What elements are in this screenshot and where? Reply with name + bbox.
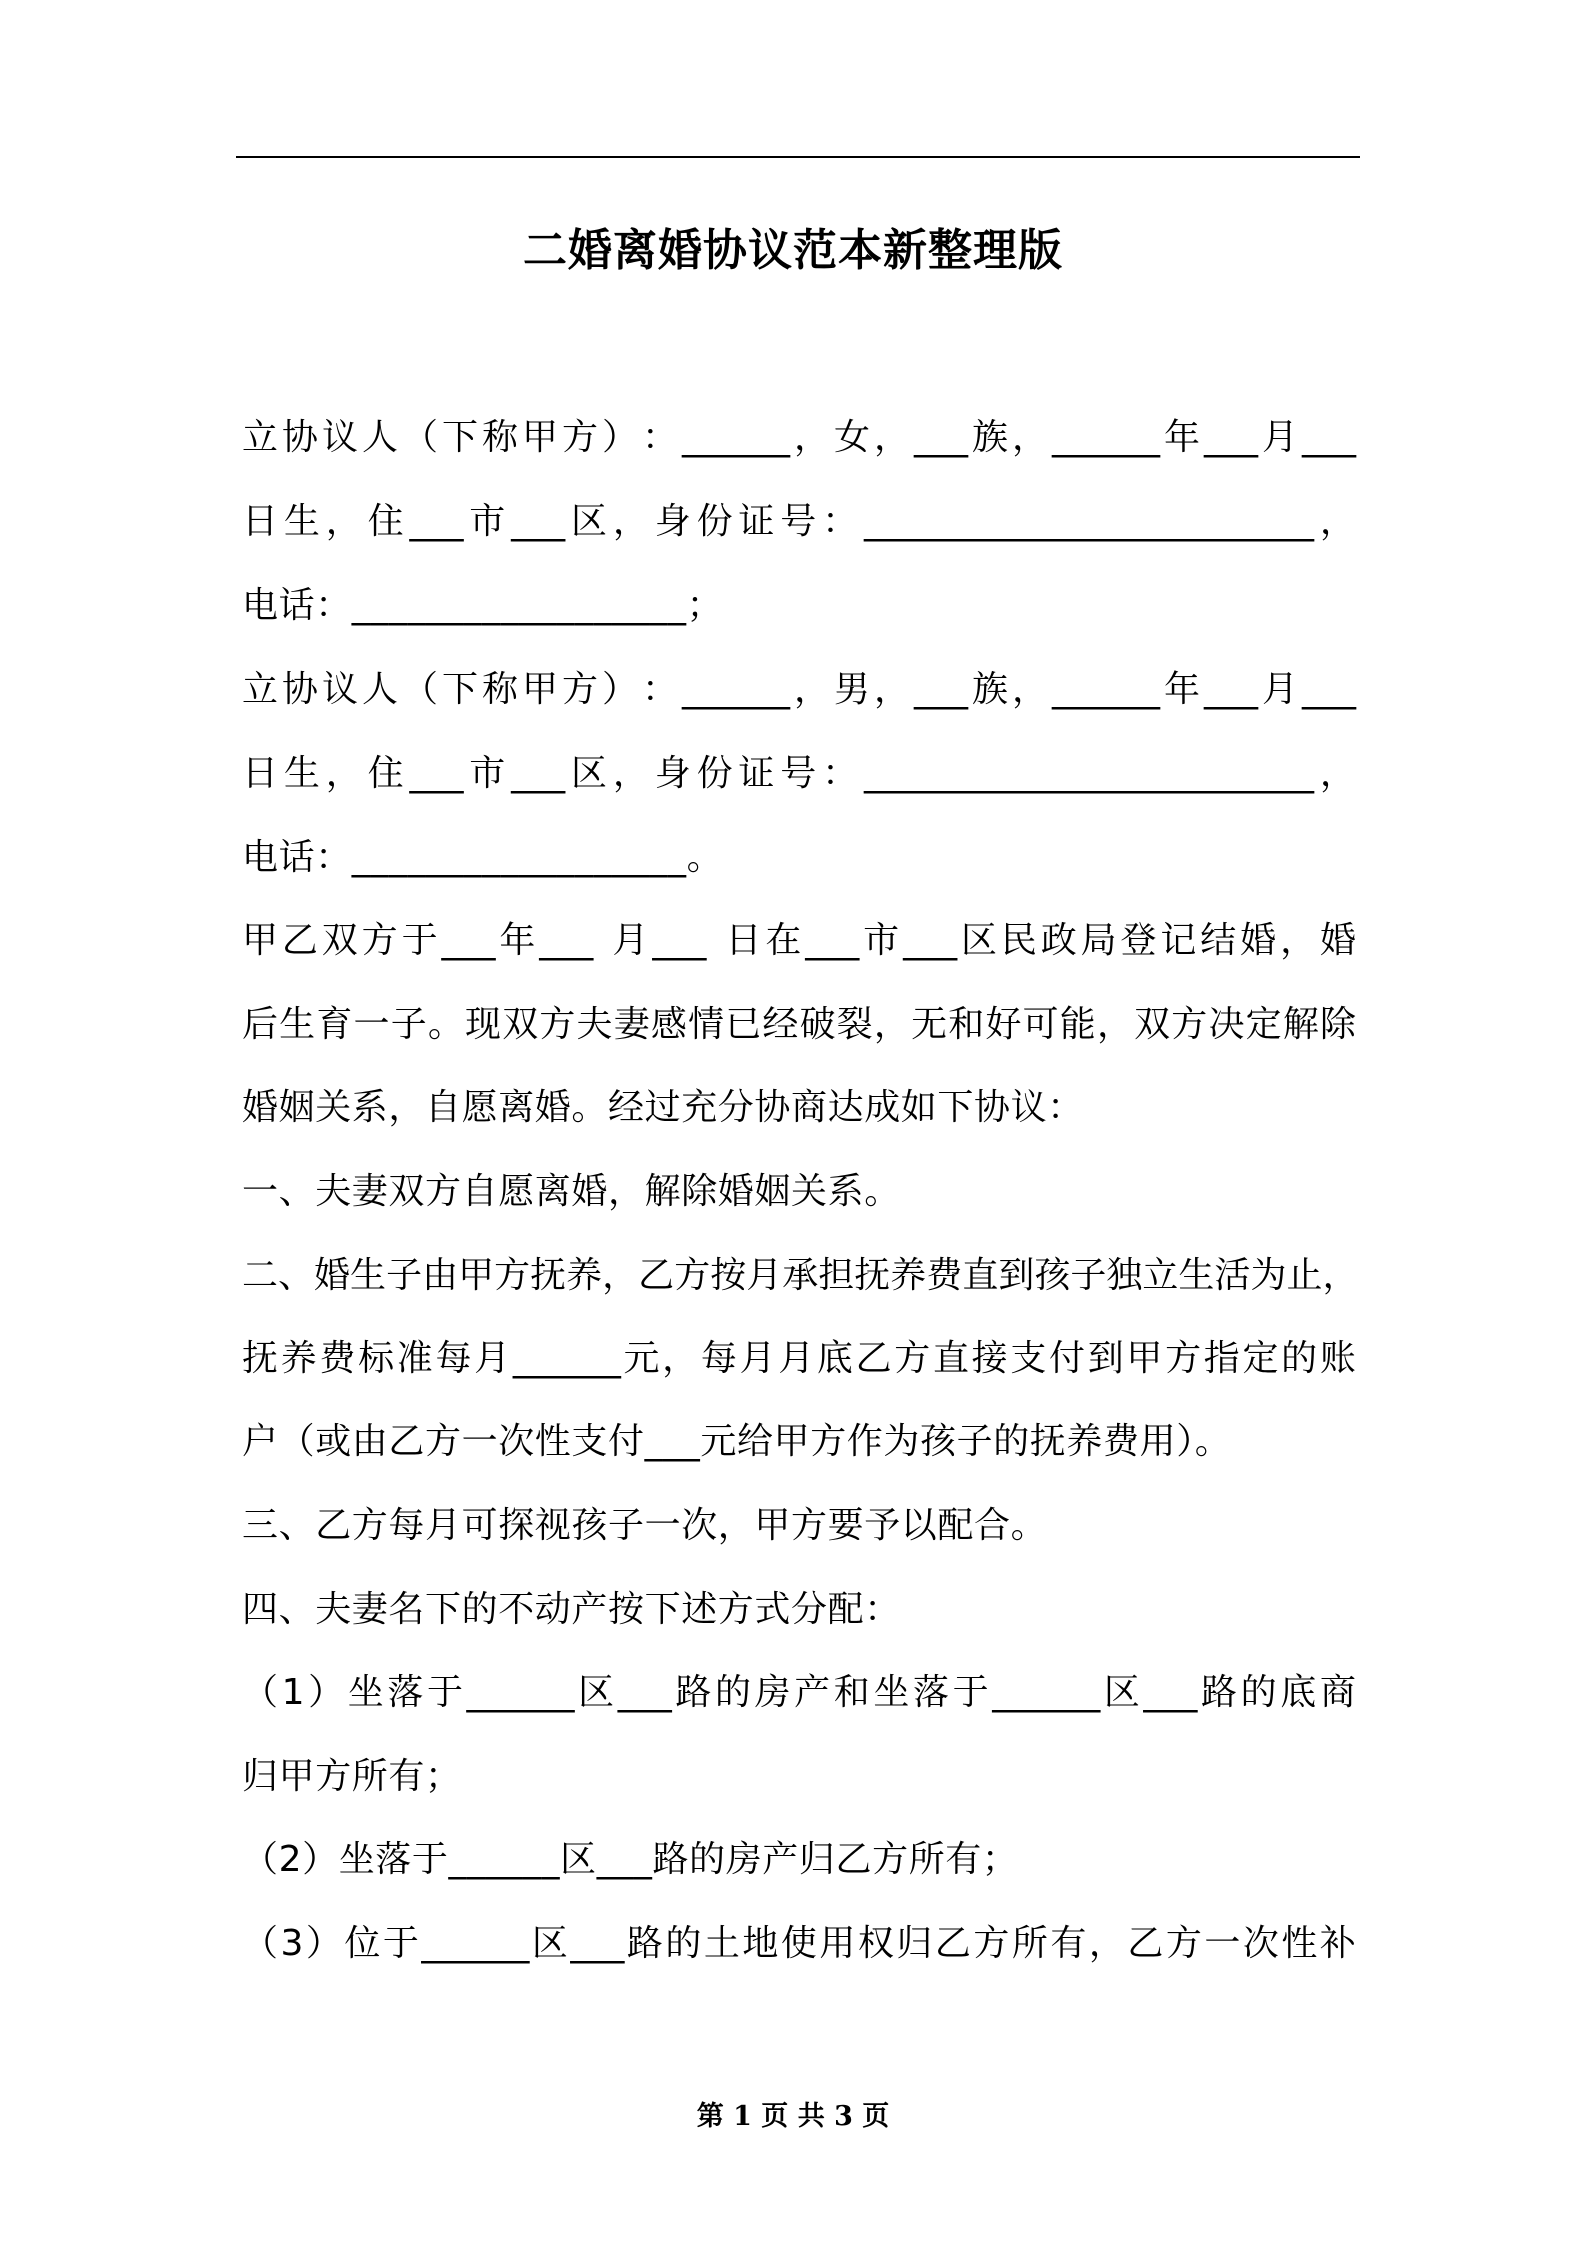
paragraph-line: 归甲方所有； — [242, 1756, 462, 1797]
paragraph-line: 二 、 婚 生 子 由 甲 方 抚 养 ， 乙 方 按 月 承 担 抚 养 费 直 到 孩 子 独 立 生 活 为 止 ， — [242, 1255, 1359, 1296]
paragraph-line: 户（或由乙方一次性支付___元给甲方作为孩子的抚养费用）。 — [242, 1421, 1232, 1462]
paragraph-line: 三、乙方每月可探视孩子一次，甲方要予以配合。 — [242, 1505, 1048, 1546]
paragraph-line: 日 生 ， 住 ___ 市 ___ 区 ， 身 份 证 号 ： _________________________ ， — [242, 753, 1356, 794]
document-title: 二婚离婚协议范本新整理版 — [523, 225, 1063, 276]
paragraph-line: 婚姻关系，自愿离婚。经过充分协商达成如下协议： — [242, 1087, 1084, 1128]
paragraph-line: （ 3 ） 位 于 ______ 区 ___ 路 的 土 地 使 用 权 归 乙 方 所 有 ， 乙 方 一 次 性 补 — [242, 1923, 1356, 1964]
paragraph-line: 一、夫妻双方自愿离婚，解除婚姻关系。 — [242, 1171, 901, 1212]
header-rule — [236, 156, 1360, 158]
paragraph-line: 抚 养 费 标 准 每 月 ______ 元 ， 每 月 月 底 乙 方 直 接 支 付 到 甲 方 指 定 的 账 — [242, 1338, 1356, 1379]
paragraph-line: 甲 乙 双 方 于 ___ 年 ___ 月 ___ 日 在 ___ 市 ___ 区 民 政 局 登 记 结 婚 ， 婚 — [242, 920, 1356, 961]
paragraph-line: 立 协 议 人 （ 下 称 甲 方 ） ： ______ ， 男 ， ___ 族 ， ______ 年 ___ 月 ___ — [242, 669, 1356, 710]
paragraph-line: 电话：__________________。 — [242, 837, 724, 878]
paragraph-line: 电话：__________________； — [242, 585, 724, 626]
paragraph-line: （ 1 ） 坐 落 于 ______ 区 ___ 路 的 房 产 和 坐 落 于 ______ 区 ___ 路 的 底 商 — [242, 1672, 1356, 1713]
paragraph-line: （2）坐落于______区___路的房产归乙方所有； — [242, 1839, 1019, 1880]
page-number: 第 1 页 共 3 页 — [696, 2101, 890, 2132]
paragraph-line: 四、夫妻名下的不动产按下述方式分配： — [242, 1589, 901, 1630]
paragraph-line: 日 生 ， 住 ___ 市 ___ 区 ， 身 份 证 号 ： _________________________ ， — [242, 501, 1356, 542]
paragraph-line: 后 生 育 一 子 。 现 双 方 夫 妻 感 情 已 经 破 裂 ， 无 和 好 可 能 ， 双 方 决 定 解 除 — [242, 1004, 1356, 1045]
paragraph-line: 立 协 议 人 （ 下 称 甲 方 ） ： ______ ， 女 ， ___ 族 ， ______ 年 ___ 月 ___ — [242, 417, 1356, 458]
